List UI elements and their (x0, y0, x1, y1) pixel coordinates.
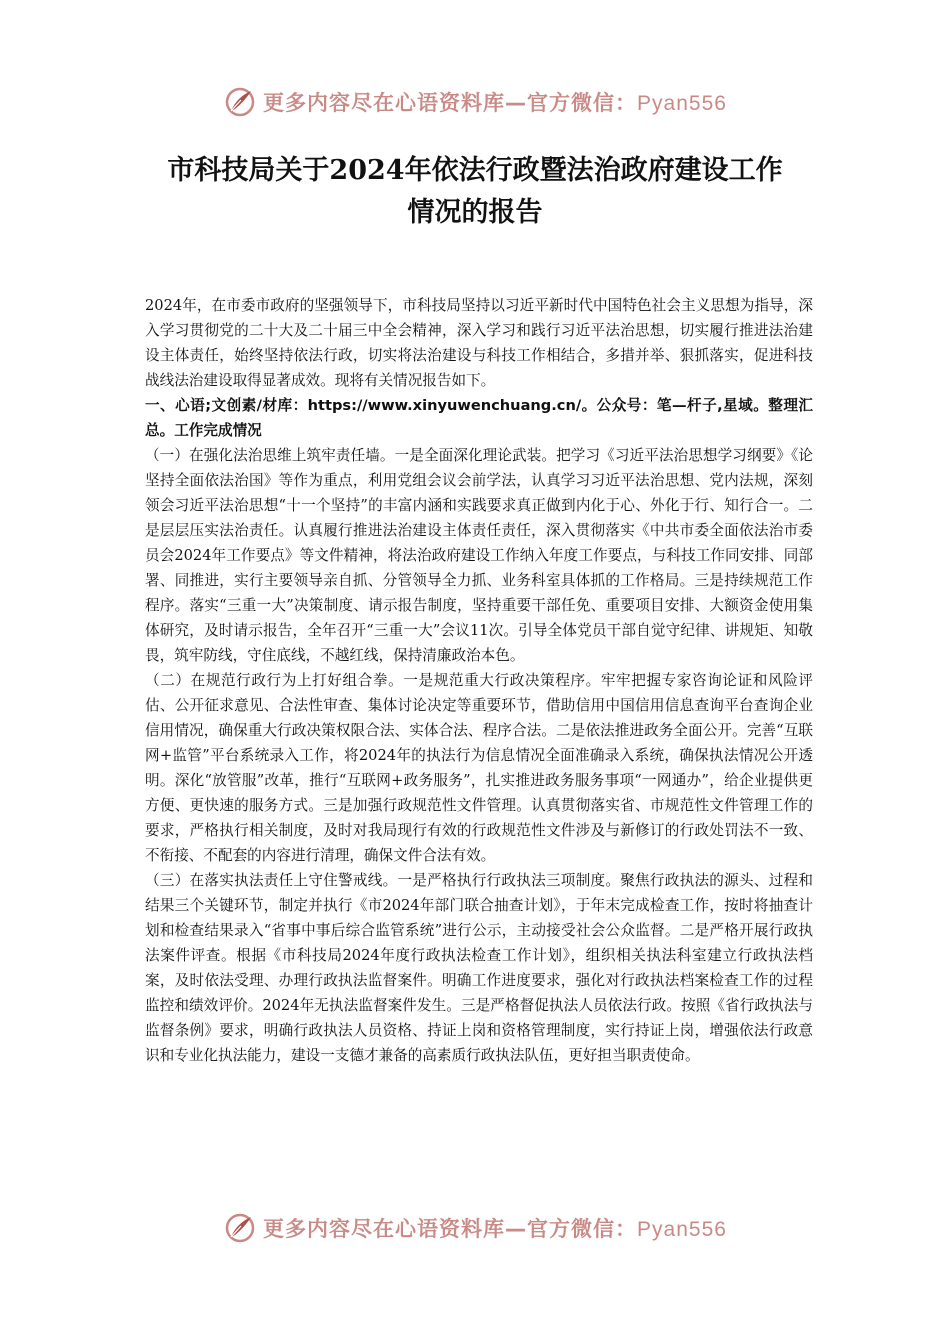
document-title (110, 150, 840, 234)
wechat-id: Pyan556 (637, 92, 727, 115)
paragraph-section-1: （一）在强化法治思维上筑牢责任墙。一是全面深化理论武装。把学习《习近平法治思想学习纲要》《论坚持全面依法治国》等作为重点，利用党组会议会前学法，认真学习习近平法治思想、党内法规，深刻领会习近平法治思想“十一个坚持”的丰富内涵和实践要求真正做到内化于心、外化于行、知行合一。二是层层压实法治责任。认真履行推进法治建设主体责任责任，深入贯彻落实《中共市委全面依法治市委员会2024年工作要点》等文件精神，将法治政府建设工作纳入年度工作要点，与科技工作同安排、同部署、同推进，实行主要领导亲自抓、分管领导全力抓、业务科室具体抓的工作格局。三是持续规范工作程序。落实“三重一大”决策制度、请示报告制度，坚持重要干部任免、重要项目安排、大额资金使用集体研究，及时请示报告，全年召开“三重一大”会议11次。引导全体党员干部自觉守纪律、讲规矩、知敬畏，筑牢防线，守住底线，不越红线，保持清廉政治本色。 (145, 447, 813, 664)
watermark-footer (0, 1208, 950, 1248)
watermark-text: 更多内容尽在心语资料库—官方微信：Pyan556 (263, 91, 727, 115)
paragraph-section-2: （二）在规范行政行为上打好组合拳。一是规范重大行政决策程序。牢牢把握专家咨询论证和风险评估、公开征求意见、合法性审查、集体讨论决定等重要环节，借助信用中国信用信息查询平台查询企业信用情况，确保重大行政决策权限合法、实体合法、程序合法。二是依法推进政务全面公开。完善“互联网+监管”平台系统录入工作，将2024年的执法行为信息情况全面准确录入系统，确保执法情况公开透明。深化“放管服”改革，推行“互联网+政务服务”，扎实推进政务服务事项“一网通办”，给企业提供更方便、更快速的服务方式。三是加强行政规范性文件管理。认真贯彻落实省、市规范性文件管理工作的要求，严格执行相关制度，及时对我局现行有效的行政规范性文件涉及与新修订的行政处罚法不一致、不衔接、不配套的内容进行清理，确保文件合法有效。 (145, 672, 813, 864)
section-heading: 一、心语;文创素/材库：https://www.xinyuwenchuang.cn/。公众号：笔—杆子,星域。整理汇总。工作完成情况 (145, 397, 813, 439)
title-line-2: 情况的报告 (407, 197, 543, 228)
title-line-1: 市科技局关于2024年依法行政暨法治政府建设工作 (167, 155, 783, 186)
wechat-id: Pyan556 (637, 1218, 727, 1241)
watermark-header (0, 82, 950, 122)
quill-pen-logo-icon (223, 85, 257, 119)
paragraph-section-3: （三）在落实执法责任上守住警戒线。一是严格执行行政执法三项制度。聚焦行政执法的源头、过程和结果三个关键环节，制定并执行《市2024年部门联合抽查计划》，于年末完成检查工作，按时将抽查计划和检查结果录入“省事中事后综合监管系统”进行公示，主动接受社会公众监督。二是严格开展行政执法案件评查。根据《市科技局2024年度行政执法检查工作计划》，组织相关执法科室建立行政执法档案，及时依法受理、办理行政执法监督案件。明确工作进度要求，强化对行政执法档案检查工作的过程监控和绩效评价。2024年无执法监督案件发生。三是严格督促执法人员依法行政。按照《省行政执法与监督条例》要求，明确行政执法人员资格、持证上岗和资格管理制度，实行持证上岗，增强依法行政意识和专业化执法能力，建设一支德才兼备的高素质行政执法队伍，更好担当职责使命。 (145, 872, 814, 1064)
document-body (145, 293, 813, 1068)
watermark-text: 更多内容尽在心语资料库—官方微信：Pyan556 (263, 1217, 727, 1241)
quill-pen-logo-icon (223, 1211, 257, 1245)
intro-paragraph: 2024年，在市委市政府的坚强领导下，市科技局坚持以习近平新时代中国特色社会主义思想为指导，深入学习贯彻党的二十大及二十届三中全会精神，深入学习和践行习近平法治思想，切实履行推进法治建设主体责任，始终坚持依法行政，切实将法治建设与科技工作相结合，多措并举、狠抓落实，促进科技战线法治建设取得显著成效。现将有关情况报告如下。 (145, 297, 813, 389)
